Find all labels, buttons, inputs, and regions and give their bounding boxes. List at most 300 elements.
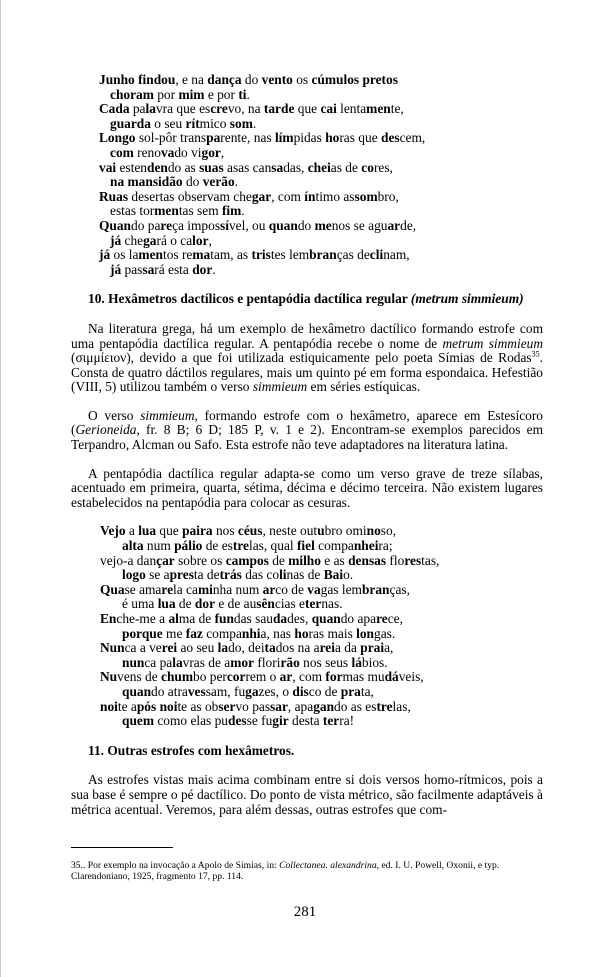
stressed-syllable: lor (192, 232, 209, 248)
footnote-text-2: , ed. I. U. Powell, Oxonii, e typ. Clarendoniano, 1925, fragmento 17, pp. 114. (71, 860, 500, 882)
verse-text: como elas pu (154, 713, 229, 729)
verse-text: tas, (421, 552, 440, 568)
stressed-syllable: ta (264, 640, 276, 656)
stressed-syllable: rei (161, 640, 178, 656)
verse-text: , (208, 232, 212, 248)
verse-line (100, 568, 543, 583)
verse-line (99, 117, 543, 132)
verse-text: de (175, 596, 195, 612)
verse-text: , com (271, 188, 305, 204)
stressed-syllable: dor (192, 261, 213, 277)
verse-text: o seu (150, 115, 186, 131)
stressed-syllable: milho (288, 552, 321, 568)
verse-text: vo, na (227, 101, 264, 117)
stressed-syllable: som (229, 115, 253, 131)
stressed-syllable: vento (261, 72, 293, 87)
verse-text: tam, as (210, 247, 252, 263)
verse-line (99, 190, 543, 205)
para1-italic-1: metrum simmieum (442, 335, 543, 351)
stressed-syllable: vai (99, 159, 117, 175)
verse-text: flori (254, 654, 281, 670)
verse-text: estas tor (110, 203, 155, 219)
verse-text: tos re (162, 247, 193, 263)
verse-text: das co (241, 567, 280, 583)
stressed-syllable: Bai (323, 567, 344, 583)
stressed-syllable: nhei (353, 538, 379, 554)
verse-text: do as es (334, 698, 377, 714)
verse-text: nas. (321, 596, 343, 612)
verse-text: , (220, 144, 225, 160)
stressed-syllable: chei (307, 159, 331, 175)
stressed-syllable: cor (226, 669, 246, 685)
verse-text: o. (343, 567, 354, 583)
verse-text: do apa (340, 611, 377, 626)
stressed-syllable: já (110, 232, 122, 248)
verse-text: compa (202, 625, 242, 641)
verse-text: che (121, 232, 144, 248)
verse-text: ca a ve (124, 640, 162, 656)
verse-text: mas mu (342, 669, 385, 685)
verse-text: do atra (151, 683, 188, 699)
verse-text: sam, fu (205, 683, 246, 699)
verse-text: vejo-a dan (100, 552, 157, 568)
poem-example-1 (71, 73, 543, 277)
stressed-syllable: quem (122, 713, 154, 729)
paragraph-1 (71, 322, 543, 395)
verse-text: que (156, 523, 183, 539)
stressed-syllable: ser (218, 698, 236, 714)
stressed-syllable: ín (304, 188, 316, 204)
stressed-syllable: cli (369, 247, 384, 263)
stressed-syllable: tris (251, 247, 271, 263)
stressed-syllable: quan (268, 217, 298, 233)
stressed-syllable: den (147, 159, 168, 175)
verse-text: dos na a (275, 640, 320, 656)
stressed-syllable: sar (270, 698, 288, 714)
stressed-syllable: Junho (99, 72, 135, 87)
stressed-syllable: Ruas (99, 188, 129, 204)
verse-line (99, 234, 543, 249)
stressed-syllable: sên (256, 596, 275, 612)
verse-text: do (241, 72, 262, 87)
paragraph-4: As estrofes vistas mais acima combinam entre si dois versos homo-rítmicos, pois a sua base é sempre o pé dactílico. Do ponto de vista métrico, são facilmente adaptáveis à métrica acentual. Veremos, para além dessas, outras estrofes que com- (71, 772, 543, 817)
stressed-syllable: Nu (100, 669, 118, 685)
verse-text: , e na (175, 72, 208, 87)
verse-text: timo as (315, 188, 355, 204)
verse-text: ma de (178, 611, 215, 626)
verse-text: a (125, 523, 139, 539)
stressed-syllable: rít (185, 115, 200, 131)
stressed-syllable: no (366, 523, 381, 539)
stressed-syllable: alta (122, 538, 144, 554)
verse-text: vel, ou (228, 217, 269, 233)
verse-text: te, (390, 101, 404, 117)
stressed-syllable: já (110, 261, 122, 277)
stressed-syllable: porque (122, 625, 163, 641)
verse-text: cias e (274, 596, 305, 612)
verse-text: de (268, 552, 289, 568)
stressed-syllable: re (376, 611, 388, 626)
stressed-syllable: fun (214, 611, 234, 626)
stressed-syllable: Vejo (100, 523, 126, 539)
verse-text: do vi (174, 144, 202, 160)
stressed-syllable: En (100, 611, 117, 626)
stressed-syllable: lon (356, 625, 375, 641)
stressed-syllable: pres (169, 567, 194, 583)
stressed-syllable: pós (136, 698, 157, 714)
verse-text: gas. (374, 625, 396, 641)
verse-text: tes lem (270, 247, 310, 263)
stressed-syllable: co (361, 159, 374, 175)
verse-line (99, 161, 543, 176)
para2-italic-1: simmieum (140, 407, 195, 423)
stressed-syllable: fiel (296, 538, 315, 554)
stressed-syllable: choram (110, 86, 154, 102)
verse-text: bro omi (324, 523, 367, 539)
para1-text-2: (σιμμίειον), devido a que foi utilizada estiquicamente pelo poeta Símias de Rodas (71, 350, 532, 366)
verse-text: vras de a (182, 654, 231, 670)
verse-text: do (297, 217, 315, 233)
stressed-syllable: já (99, 247, 111, 263)
verse-text: che-me a (116, 611, 169, 626)
verse-text: e de au (215, 596, 257, 612)
stressed-syllable: tre (232, 538, 249, 554)
verse-line (100, 685, 543, 700)
verse-line (99, 175, 543, 190)
verse-text: ra; (378, 538, 393, 554)
stressed-syllable: Cada (99, 101, 130, 117)
stressed-syllable: faz (185, 625, 203, 641)
stressed-syllable: rei (319, 640, 335, 656)
stressed-syllable: Quan (99, 217, 132, 233)
verse-text: rá esta (154, 261, 193, 277)
stressed-syllable: paira (182, 523, 213, 539)
para1-text-1: Na literatura grega, há um exemplo de hexâmetro dactílico formando estrofe com uma pentapódia dactílica regular. A pentapódia recebe o nome de (71, 320, 543, 351)
para2-text-1: O verso (88, 407, 141, 423)
stressed-syllable: Nun (100, 640, 125, 656)
stressed-syllable: cúmulos (311, 72, 360, 87)
stressed-syllable: lá (351, 654, 362, 670)
verse-text: os (292, 72, 312, 87)
verse-text: esten (116, 159, 147, 175)
verse-text: rem o (245, 669, 280, 685)
stressed-syllable: çar (156, 552, 175, 568)
stressed-syllable: lím (274, 130, 294, 146)
verse-text: flo (386, 552, 405, 568)
footnote-separator (71, 847, 173, 848)
stressed-syllable: ves (187, 683, 206, 699)
stressed-syllable: com (110, 144, 134, 160)
verse-line (100, 656, 543, 671)
stressed-syllable: findou (138, 72, 176, 87)
verse-text: te a (117, 698, 137, 714)
stressed-syllable: da (272, 611, 288, 626)
verse-text: bo per (193, 669, 227, 685)
verse-text: bro, (377, 188, 399, 204)
verse-line (99, 146, 543, 161)
verse-text: ta de (193, 567, 220, 583)
verse-text: nos (212, 523, 238, 539)
verse-text: nos se agu (331, 217, 388, 233)
section-10-heading (71, 292, 543, 307)
stressed-syllable: pretos (362, 72, 398, 87)
verse-text: é uma (122, 596, 158, 612)
verse-text: las, qual (248, 538, 297, 554)
verse-text: mico (199, 115, 230, 131)
stressed-syllable: rão (280, 654, 300, 670)
verse-text: e as (320, 552, 349, 568)
verse-text: las, (392, 698, 411, 714)
verse-text: as de (330, 159, 362, 175)
verse-text: do as (167, 159, 200, 175)
stressed-syllable: trás (219, 567, 242, 583)
verse-text: de, (400, 217, 417, 233)
stressed-syllable: ga (245, 683, 259, 699)
verse-line (99, 204, 543, 219)
stressed-syllable: Qua (100, 581, 125, 597)
section-10-heading-text: 10. Hexâmetros dactílicos e pentapódia dactílica regular (88, 291, 408, 307)
verse-text: cem, (399, 130, 426, 146)
stressed-syllable: logo (122, 567, 146, 583)
stressed-syllable: quan (122, 683, 152, 699)
verse-text: . (252, 115, 257, 131)
verse-line (99, 131, 543, 146)
verse-text: pas (121, 261, 143, 277)
paragraph-2 (71, 409, 543, 453)
stressed-syllable: re (161, 581, 174, 597)
verse-text: ças, (389, 581, 410, 597)
verse-line (100, 597, 543, 612)
verse-text: do (182, 174, 203, 190)
verse-text: pidas (293, 130, 326, 146)
verse-text: sobre os (174, 552, 226, 568)
verse-text: das, (283, 159, 308, 175)
verse-text: tas sem (178, 203, 222, 219)
stressed-syllable: ga (143, 232, 157, 248)
verse-line (100, 627, 543, 642)
verse-text: a, (384, 640, 394, 656)
stressed-syllable: prai (360, 640, 385, 656)
verse-text: co de (308, 683, 341, 699)
verse-text: se a (145, 567, 170, 583)
stressed-syllable: va (307, 581, 321, 597)
para1-italic-2: simmieum (252, 379, 308, 395)
stressed-syllable: céus (237, 523, 263, 539)
stressed-syllable: gor (201, 144, 221, 160)
verse-text: rente, nas (220, 130, 275, 146)
verse-text: ças de (336, 247, 370, 263)
footnote-35 (71, 860, 543, 882)
stressed-syllable: bran (361, 581, 390, 597)
page-body (71, 73, 543, 817)
stressed-syllable: som (354, 188, 378, 204)
stressed-syllable: men (366, 101, 391, 117)
footnote-ref-35[interactable]: 35 (531, 349, 540, 359)
verse-text: vo pas (235, 698, 271, 714)
poem-example-2 (71, 524, 543, 728)
verse-text: vra que es (155, 101, 211, 117)
verse-text: bios. (361, 654, 388, 670)
verse-text: os la (110, 247, 139, 263)
verse-line (100, 539, 543, 554)
stressed-syllable: sa (142, 261, 155, 277)
verse-line (99, 263, 543, 278)
section-11-heading: 11. Outras estrofes com hexâmetros. (88, 742, 295, 758)
stressed-syllable: noi (100, 698, 118, 714)
stressed-syllable: pálio (174, 538, 203, 554)
verse-text: nam, (383, 247, 410, 263)
verse-text: . (212, 261, 216, 277)
stressed-syllable: fim (221, 203, 242, 219)
stressed-syllable: re (160, 217, 173, 233)
stressed-syllable: dá (384, 669, 399, 685)
verse-line (99, 248, 543, 263)
verse-text: pa (129, 101, 146, 117)
verse-text: reno (133, 144, 161, 160)
verse-line (99, 219, 543, 234)
verse-text: a da (334, 640, 361, 656)
verse-text: se fu (246, 713, 273, 729)
stressed-syllable: va (160, 144, 175, 160)
stressed-syllable: pa (206, 130, 221, 146)
verse-text: ras mais (308, 625, 357, 641)
verse-text: ao seu (177, 640, 218, 656)
verse-text: compa (314, 538, 354, 554)
stressed-syllable: lua (157, 596, 176, 612)
verse-text: ce, (387, 611, 403, 626)
stressed-syllable: res (404, 552, 422, 568)
footnote-text-1: 35.. Por exemplo na invocação a Apolo de Símias, in: (71, 860, 280, 871)
stressed-syllable: ter (322, 713, 340, 729)
stressed-syllable: ar (279, 669, 293, 685)
stressed-syllable: u (317, 523, 325, 539)
stressed-syllable: men (154, 203, 179, 219)
verse-text: me (162, 625, 186, 641)
stressed-syllable: mansidão (127, 174, 183, 190)
stressed-syllable: cai (320, 101, 337, 117)
stressed-syllable: Longo (99, 130, 136, 146)
stressed-syllable: na (110, 174, 125, 190)
stressed-syllable: ter (305, 596, 322, 612)
verse-text: des, (287, 611, 312, 626)
stressed-syllable: densas (348, 552, 387, 568)
verse-text: , apa (287, 698, 314, 714)
verse-text: rá o ca (156, 232, 193, 248)
page-number: 281 (293, 904, 317, 920)
verse-line (100, 583, 543, 598)
stressed-syllable: la (172, 654, 183, 670)
stressed-syllable: des (228, 713, 247, 729)
stressed-syllable: campos (225, 552, 269, 568)
verse-text: por (153, 86, 179, 102)
section-10-heading-italic: (metrum simmieum) (410, 291, 524, 307)
stressed-syllable: la (217, 640, 229, 656)
verse-text: lenta (336, 101, 367, 117)
page-left-edge (0, 0, 1, 977)
verse-text: das sau (233, 611, 273, 626)
verse-line (99, 88, 543, 103)
verse-text: nas de (286, 567, 324, 583)
paragraph-3: A pentapódia dactílica regular adapta-se como um verso grave de treze sílabas, acentuado em primeira, quarta, sétima, décima e décimo terceira. Não existem lugares estabelecidos na pentapódia para colocar as cesuras. (71, 465, 543, 510)
verse-text: ca pa (144, 654, 173, 670)
verse-line (99, 102, 543, 117)
stressed-syllable: dor (194, 596, 216, 612)
stressed-syllable: dança (207, 72, 242, 87)
stressed-syllable: ho (325, 130, 340, 146)
stressed-syllable: me (314, 217, 332, 233)
para2-text-3: , fr. 8 B; 6 D; 185 P, v. 1 e 2). Encontram-se exemplos parecidos em Terpandro, Alcman ou Safo. Esta estrofe não teve adaptadores na literatura latina. (71, 422, 543, 453)
stressed-syllable: al (168, 611, 179, 626)
verse-line (100, 612, 543, 627)
verse-text: desta (288, 713, 323, 729)
verse-text: a, nas (260, 625, 295, 641)
verse-text: ta, (360, 683, 374, 699)
verse-text: de es (202, 538, 233, 554)
stressed-syllable: gir (272, 713, 289, 729)
verse-text: veis, (398, 669, 424, 685)
verse-text: co de (275, 581, 308, 597)
stressed-syllable: sí (220, 217, 229, 233)
verse-text: do, dei (228, 640, 265, 656)
footnote-italic: Collectanea. alexandrina (279, 860, 377, 871)
verse-text: te as ob (177, 698, 219, 714)
stressed-syllable: la (145, 101, 156, 117)
verse-text: do pa (131, 217, 161, 233)
stressed-syllable: tarde (263, 101, 295, 117)
stressed-syllable: ar (387, 217, 401, 233)
verse-text: ça impos (172, 217, 221, 233)
verse-text: nha num (212, 581, 263, 597)
stressed-syllable: cre (210, 101, 228, 117)
verse-line (99, 73, 543, 88)
verse-text: . (246, 86, 250, 102)
verse-line (100, 641, 543, 656)
stressed-syllable: pra (340, 683, 361, 699)
verse-text: res, (373, 159, 393, 175)
stressed-syllable: ho (294, 625, 309, 641)
stressed-syllable: ma (192, 247, 211, 263)
verse-text: sol-pôr trans (135, 130, 207, 146)
stressed-syllable: guarda (110, 115, 151, 131)
stressed-syllable: ti (238, 86, 247, 102)
stressed-syllable: quan (311, 611, 341, 626)
verse-text: nos seus (299, 654, 352, 670)
stressed-syllable: mor (230, 654, 255, 670)
stressed-syllable: mi (197, 581, 213, 597)
stressed-syllable: sa (271, 159, 284, 175)
verse-text: e por (204, 86, 239, 102)
verse-text: num (143, 538, 175, 554)
stressed-syllable: gar (251, 188, 272, 204)
stressed-syllable: mim (178, 86, 205, 102)
verse-text: gas lem (320, 581, 362, 597)
para1-text-3: . Consta de quatro dáctilos regulares, mais um quinto pé em forma espondaica. Hefestião (VIII, 5) utilizou também o verso (71, 350, 543, 395)
stressed-syllable: gan (313, 698, 335, 714)
para1-text-4: em séries estíquicas. (307, 379, 421, 395)
verse-text: . (234, 174, 239, 190)
verse-text: ra! (339, 713, 355, 729)
verse-text: zes, o (258, 683, 293, 699)
para2-italic-2: Gerioneida (75, 422, 137, 438)
stressed-syllable: dis (292, 683, 309, 699)
verse-line (100, 524, 543, 539)
verse-line (100, 700, 543, 715)
stressed-syllable: tre (376, 698, 393, 714)
stressed-syllable: des (381, 130, 400, 146)
verse-text: . (241, 203, 245, 219)
verse-text: la ca (173, 581, 198, 597)
stressed-syllable: li (279, 567, 287, 583)
